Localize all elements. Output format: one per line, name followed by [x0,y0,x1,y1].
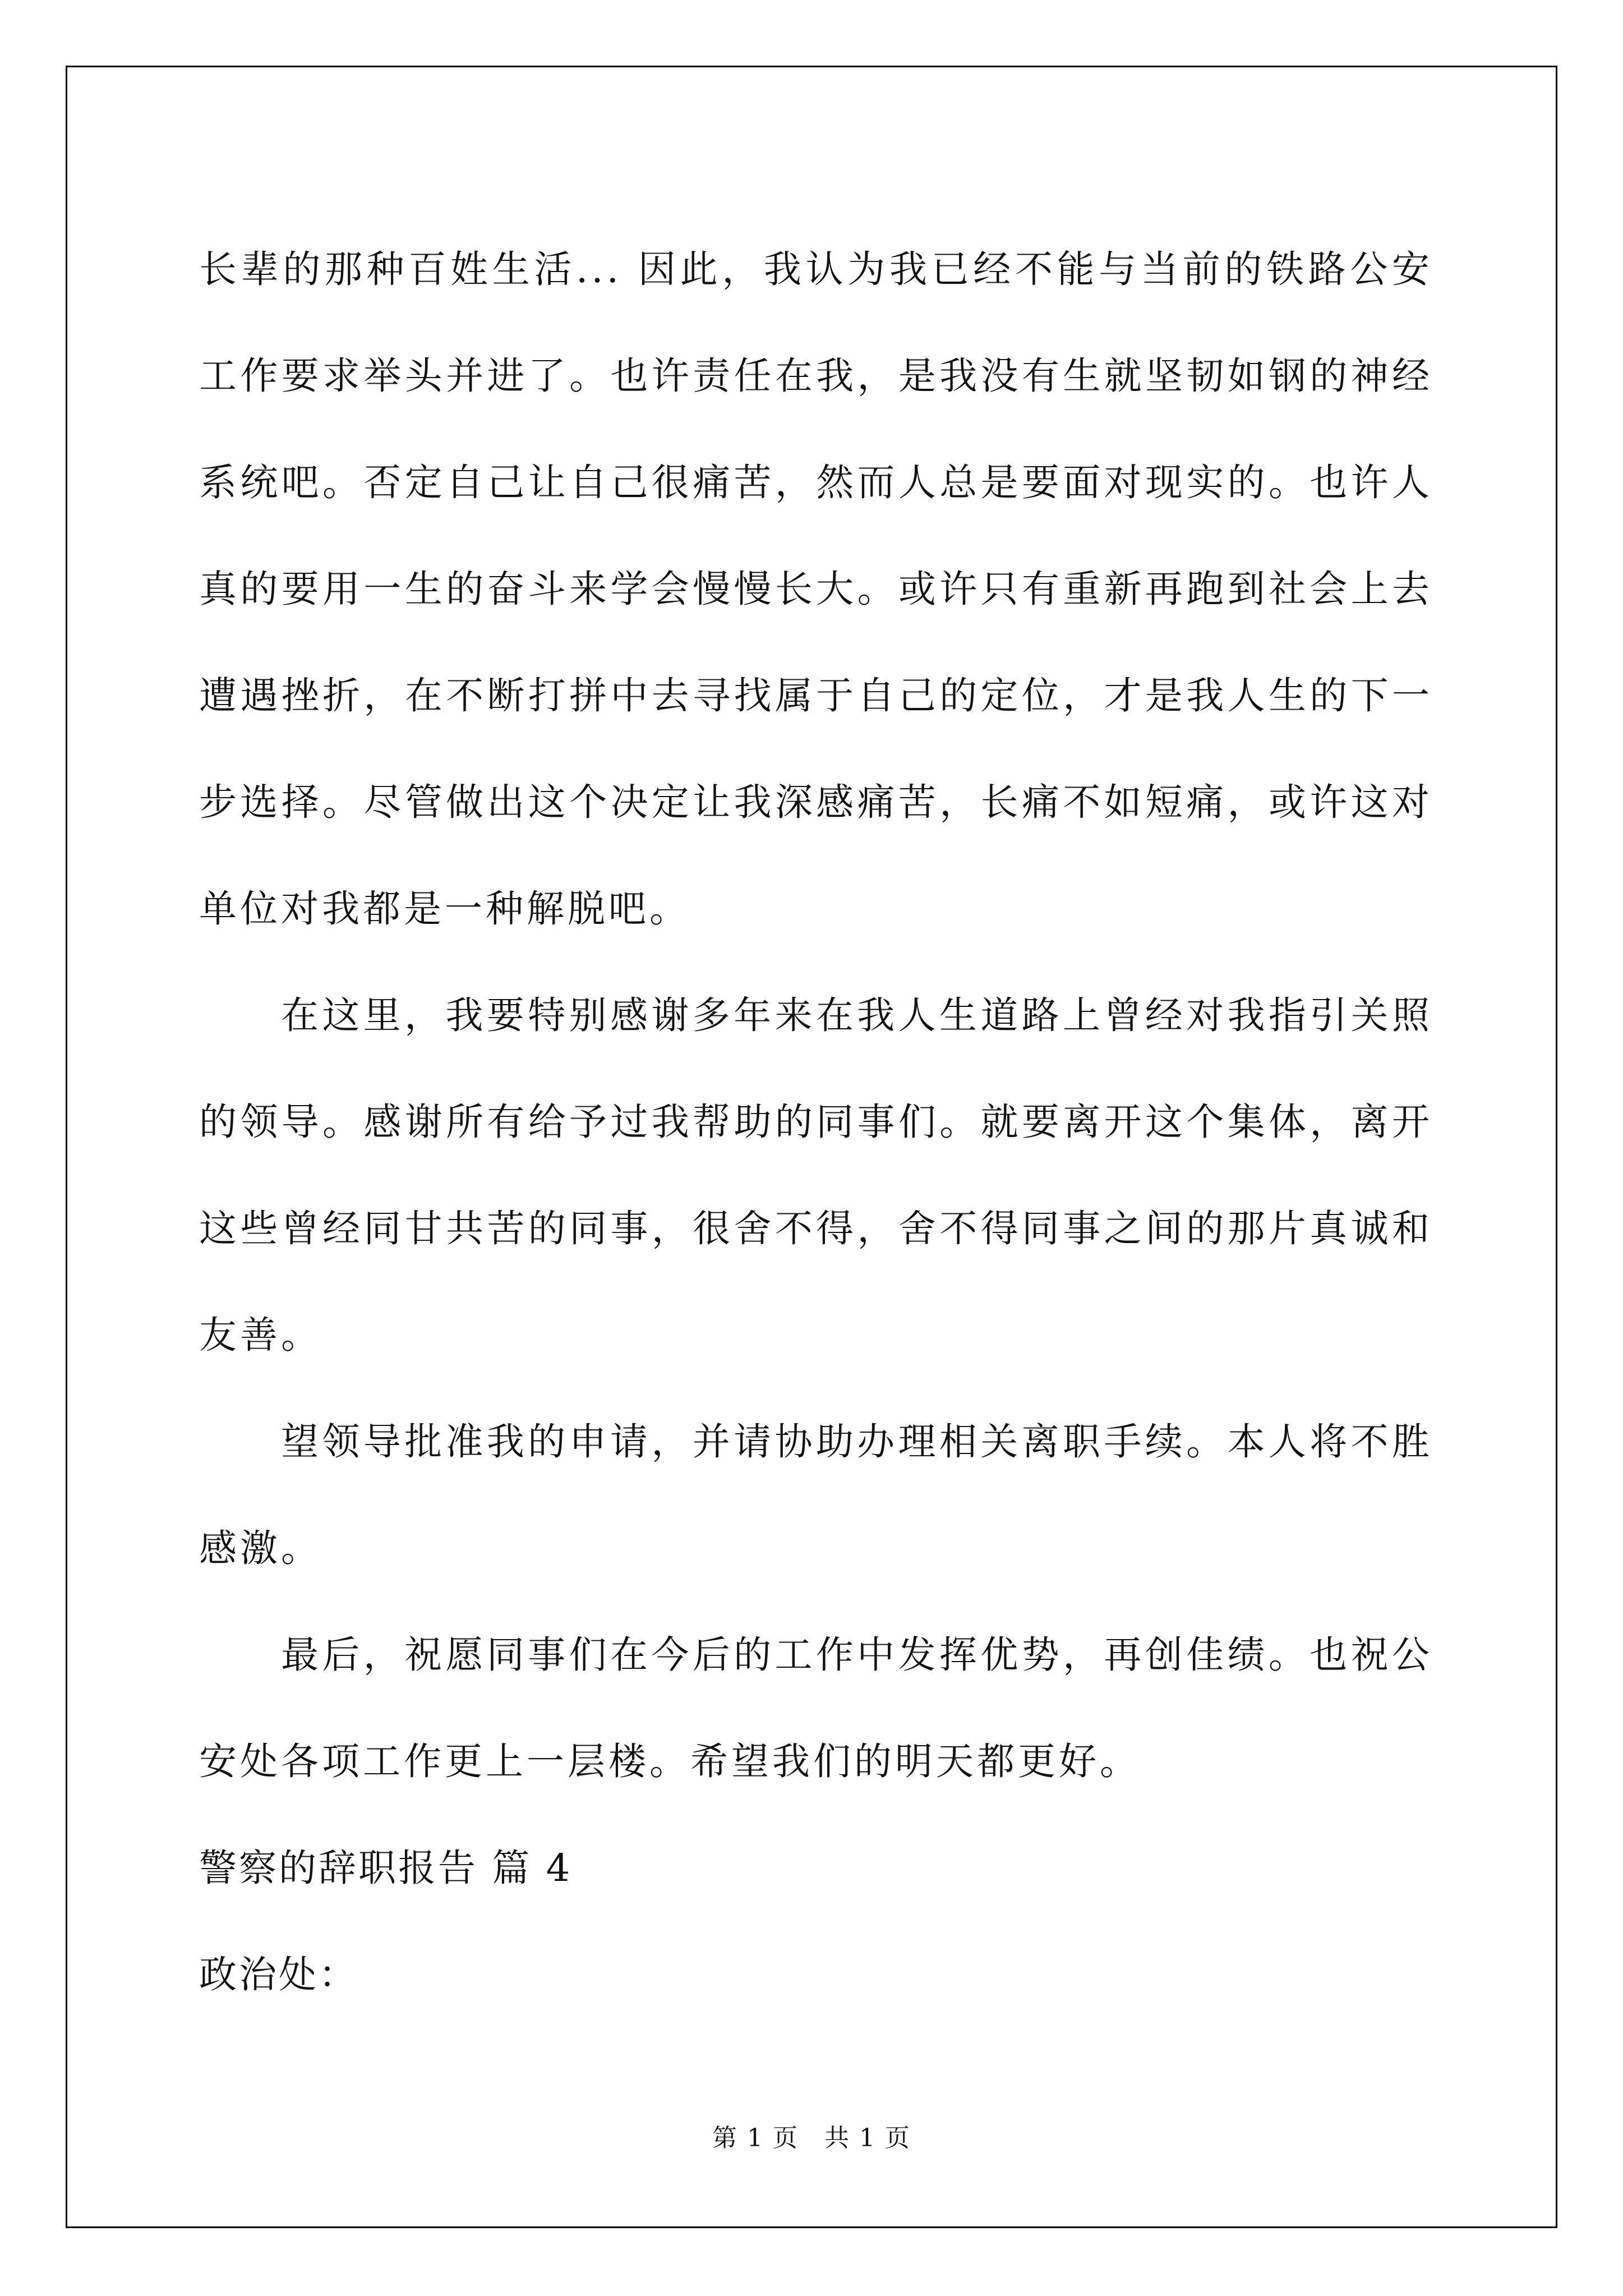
section-heading: 警察的辞职报告 篇 4 [199,1846,573,1890]
body-paragraph-3: 望领导批准我的申请，并请协助办理相关离职手续。本人将不胜感激。 [199,1420,1433,1570]
body-paragraph-2: 在这里，我要特别感谢多年来在我人生道路上曾经对我指引关照的领导。感谢所有给予过我帮助的同事们。就要离开这个集体，离开这些曾经同甘共苦的同事，很舍不得，舍不得同事之间的那片真诚和友善。 [199,993,1433,1357]
salutation: 政治处： [199,1953,358,1996]
body-paragraph-1: 长辈的那种百姓生活... 因此，我认为我已经不能与当前的铁路公安工作要求举头并进了。也许责任在我，是我没有生就坚韧如钢的神经系统吧。否定自己让自己很痛苦，然而人总是要面对现实的。也许人真的要用一生的奋斗来学会慢慢长大。或许只有重新再跑到社会上去遭遇挫折，在不断打拼中去寻找属于自己的定位，才是我人生的下一步选择。尽管做出这个决定让我深感痛苦，长痛不如短痛，或许这对单位对我都是一种解脱吧。 [199,247,1433,931]
page-footer: 第 1 页 共 1 页 [712,2124,911,2152]
document-body [199,216,1433,2028]
body-paragraph-4: 最后，祝愿同事们在今后的工作中发挥优势，再创佳绩。也祝公安处各项工作更上一层楼。希望我们的明天都更好。 [199,1633,1433,1783]
